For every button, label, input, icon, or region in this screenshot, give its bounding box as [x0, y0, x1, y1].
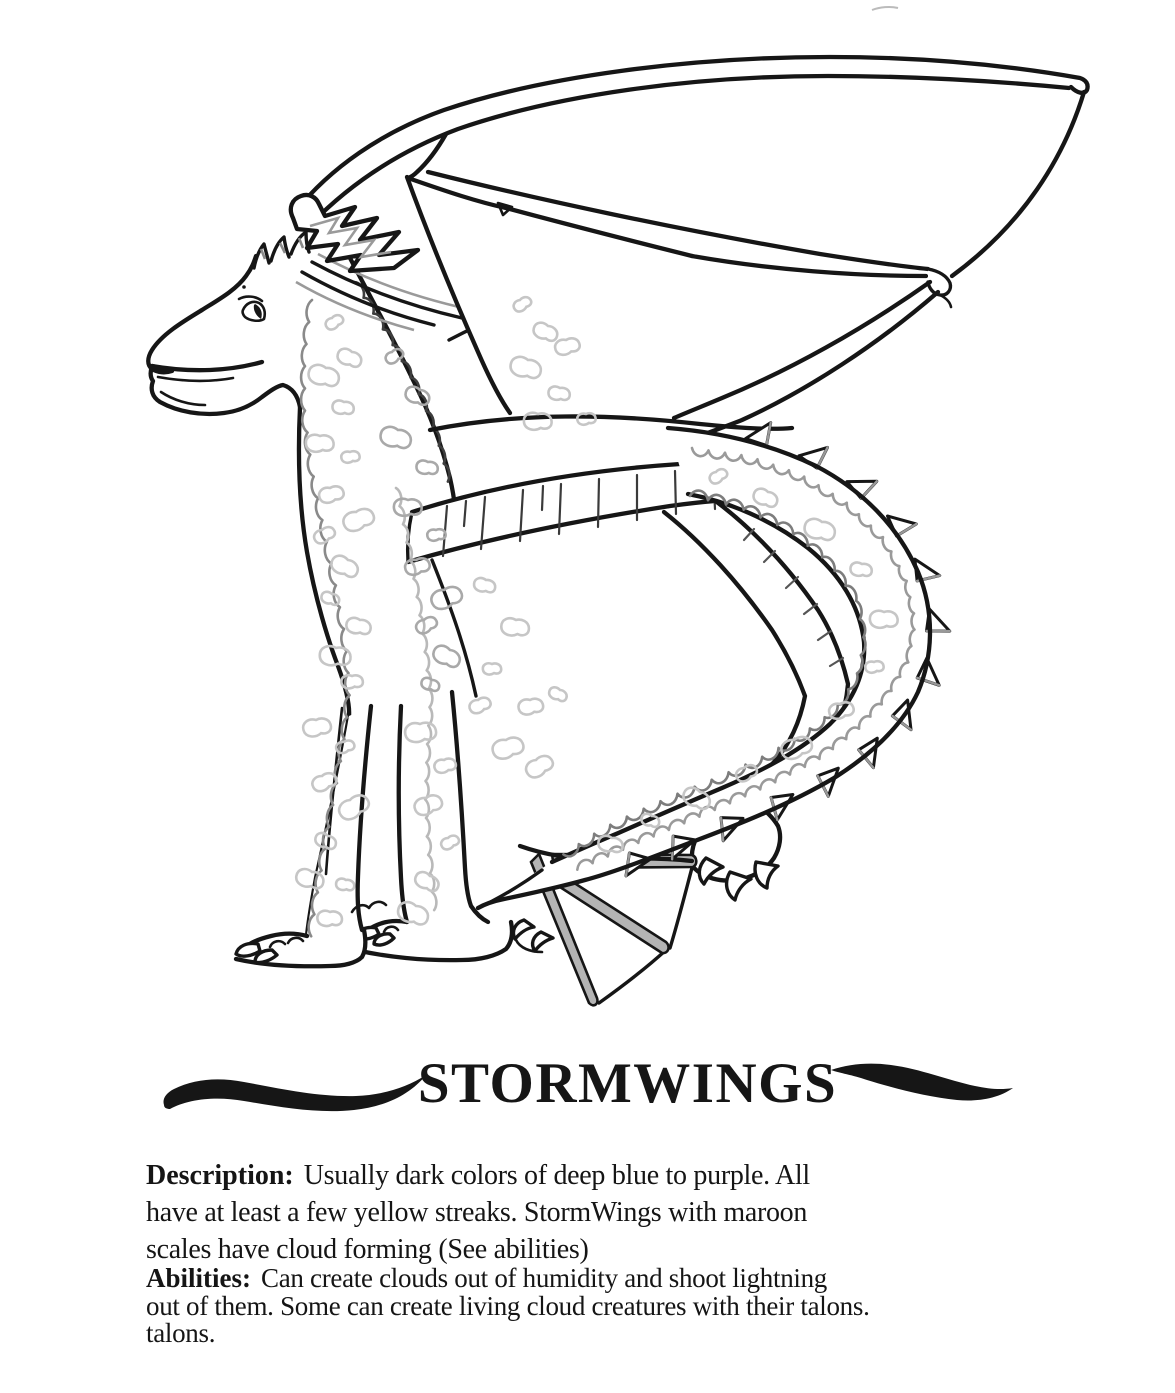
- description-label: Description:: [146, 1160, 294, 1191]
- abilities-section: [146, 1265, 1046, 1348]
- title-banner: [0, 1044, 1175, 1122]
- abilities-line: [146, 1265, 1046, 1293]
- description-section: [146, 1157, 1006, 1268]
- abilities-label: Abilities:: [146, 1263, 251, 1293]
- description-line: [146, 1157, 1006, 1194]
- swoosh-left-icon: [160, 1069, 430, 1115]
- page-title: STORMWINGS: [417, 1051, 838, 1115]
- dragon-foreleg-far: [356, 692, 512, 960]
- abilities-text: Can create clouds out of humidity and shoot lightning: [261, 1263, 828, 1293]
- swoosh-right-icon: [829, 1060, 1015, 1102]
- description-line: have at least a few yellow streaks. StormWings with maroon: [146, 1197, 808, 1228]
- description-text: Usually dark colors of deep blue to purple. All: [303, 1160, 810, 1191]
- description-line: scales have cloud forming (See abilities): [146, 1234, 589, 1265]
- abilities-line: out of them. Some can create living cloud creatures with their talons.: [146, 1290, 870, 1321]
- dragon-far-hindfoot: [513, 920, 553, 952]
- dragon-lightning-horns: [291, 195, 418, 271]
- dragon-head: [148, 232, 487, 414]
- scan-artifact: [872, 7, 898, 10]
- abilities-line: talons.: [146, 1318, 216, 1348]
